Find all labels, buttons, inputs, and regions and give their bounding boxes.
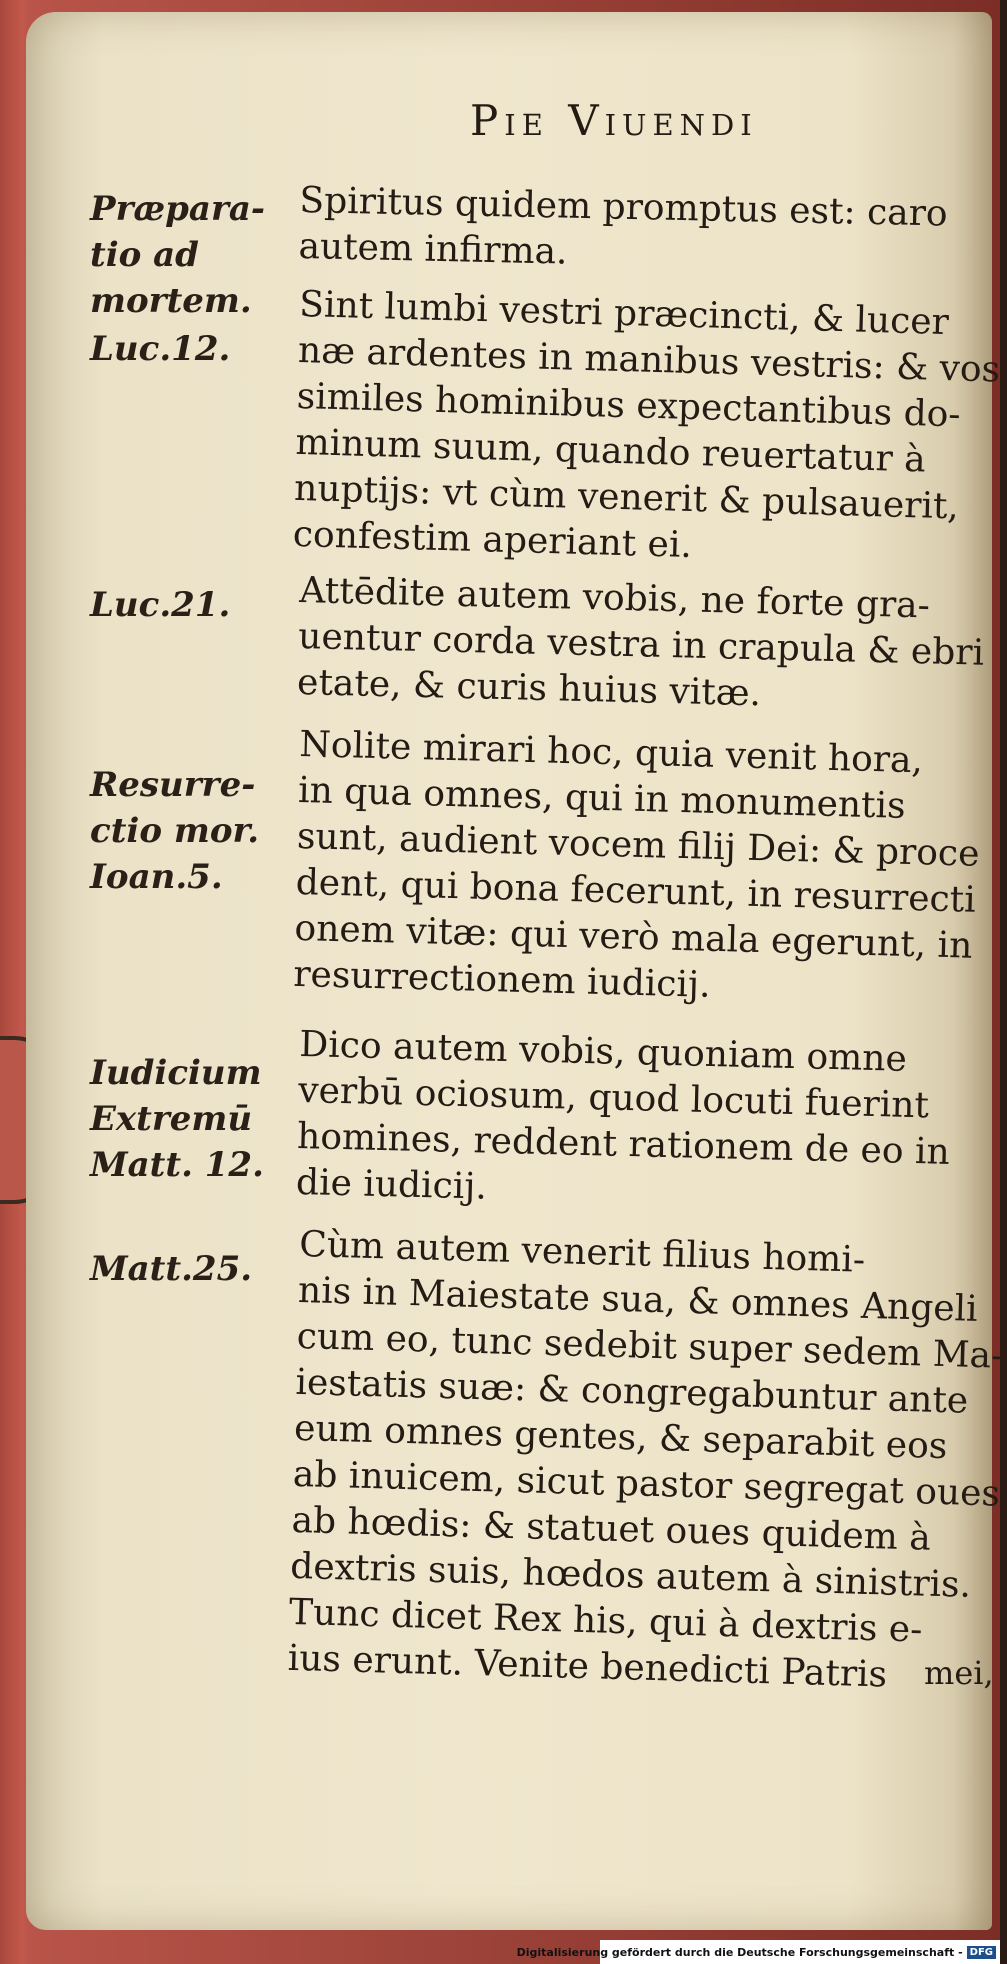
paragraph: Dico autem vobis, quoniam omne verbū ociosum, quod locuti fuerint homines, reddent rationem de eo in die iudicij.: [295, 1023, 951, 1208]
margin-note: Præpara- tio ad mortem.: [90, 189, 266, 321]
paragraph: Sint lumbi vestri præcincti, & lucer næ ardentes in manibus vestris: & vos similes hominibus expectantibus do- minum suum, quando reuertatur à nuptijs: vt cùm venerit & pulsauerit, confestim aperiant ei.: [292, 283, 1001, 567]
margin-note: Resurre- ctio mor. Ioan.5.: [90, 765, 260, 897]
running-title: Pie Viuendi: [470, 96, 758, 145]
paragraph: Attēdite autem vobis, ne forte gra- uentur corda vestra in crapula & ebri etate, & curis huius vitæ.: [296, 569, 985, 715]
digitization-footer: [516, 1940, 1000, 1964]
paragraph: Spiritus quidem promptus est: caro autem infirma.: [298, 179, 949, 273]
margin-note: Iudicium Extremū Matt. 12.: [90, 1053, 264, 1185]
dfg-logo: DFG: [967, 1946, 996, 1959]
margin-note: Luc.12.: [90, 329, 231, 369]
paragraph: Nolite mirari hoc, quia venit hora, in qua omnes, qui in monumentis sunt, audient vocem filij Dei: & proce dent, qui bona fecerunt, in resurrecti onem vitæ: qui verò mala egerunt, in resurrectionem iudicij.: [292, 723, 980, 1006]
catchword: mei,: [924, 1654, 994, 1692]
margin-note: Luc.21.: [90, 585, 231, 625]
margin-note: Matt.25.: [90, 1249, 253, 1289]
footer-credit: Digitalisierung gefördert durch die Deutsche Forschungsgemeinschaft -: [516, 1945, 963, 1959]
paragraph: Cùm autem venerit filius homi- nis in Maiestate sua, & omnes Angeli cum eo, tunc sedebit super sedem Ma- iestatis suæ: & congregabuntur ante eum omnes gentes, & separabit eos ab inuicem, sicut pastor segregat oues ab hœdis: & statuet oues quidem à dextris suis, hœdos autem à sinistris. Tunc dicet Rex his, qui à dextris e- ius erunt. Venite benedicti Patris: [287, 1223, 1004, 1696]
